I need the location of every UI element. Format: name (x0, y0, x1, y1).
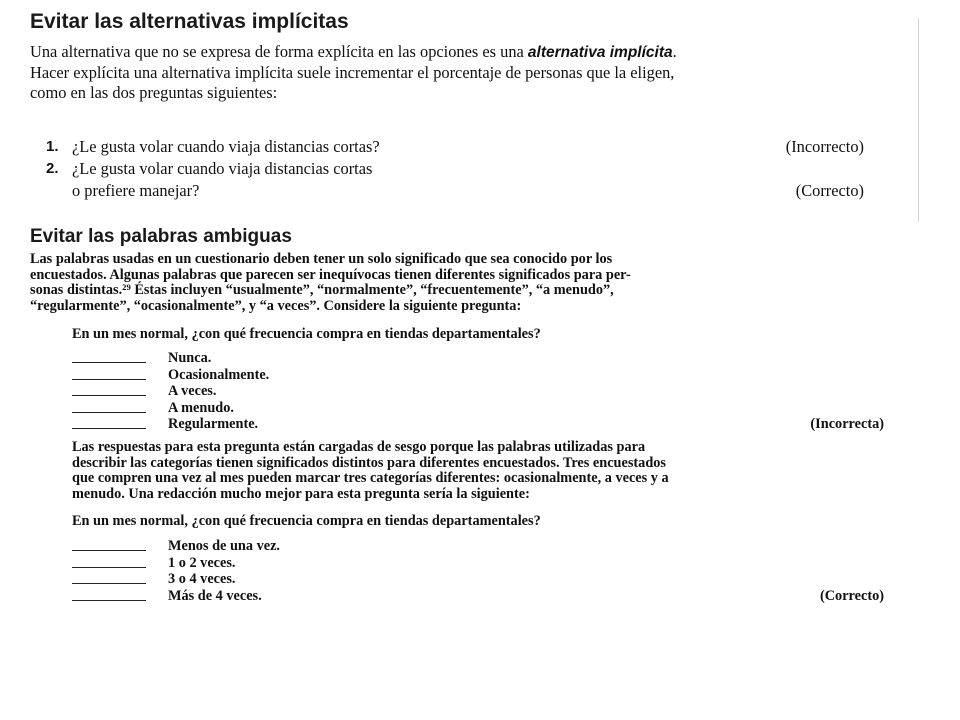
question-row-continued (46, 180, 866, 202)
answer-option (72, 538, 884, 555)
answer-option (72, 400, 884, 417)
paragraph-line: que compren una vez al mes pueden marcar tres categorías diferentes: ocasionalmente, a veces y a (72, 470, 669, 486)
answer-blank (72, 555, 146, 568)
answer-blank (72, 350, 146, 363)
section-title-ambiguous: Evitar las palabras ambiguas (30, 226, 292, 247)
paragraph-line: menudo. Una redacción mucho mejor para esta pregunta sería la siguiente: (72, 485, 530, 502)
term-emphasis: alternativa implícita (527, 44, 673, 61)
question-row (46, 136, 866, 158)
answer-option-text: Menos de una vez. (168, 538, 280, 554)
answer-option-text: Ocasionalmente. (168, 366, 270, 383)
answer-option (72, 367, 884, 384)
intro-line-1-text: Una alternativa que no se expresa de forma explícita en las opciones es una (30, 42, 528, 61)
question-number: 1. (46, 138, 59, 155)
answer-verdict: (Correcto) (819, 587, 884, 604)
answer-option-text: 3 o 4 veces. (168, 571, 236, 588)
page-edge-line (918, 18, 919, 222)
answer-option (72, 350, 884, 367)
answer-option-text: 1 o 2 veces. (168, 554, 236, 571)
question-number: 2. (46, 160, 59, 177)
paragraph-line: encuestados. Algunas palabras que parecen ser inequívocas tienen diferentes significados para per- (30, 266, 631, 283)
answer-option (72, 416, 884, 433)
question-text: ¿Le gusta volar cuando viaja distancias cortas (72, 159, 373, 178)
answer-option-text: Más de 4 veces. (168, 587, 262, 604)
answer-blank (72, 588, 146, 601)
intro-line-1 (30, 42, 888, 63)
answer-blank (72, 538, 146, 551)
question-verdict: (Incorrecto) (785, 137, 864, 156)
paragraph-line: “regularmente”, “ocasionalmente”, y “a veces”. Considere la siguiente pregunta: (30, 297, 522, 314)
answer-blank (72, 416, 146, 429)
intro-line-1-end: . (672, 42, 677, 61)
paragraph-line: sonas distintas.²⁹ Éstas incluyen “usualmente”, “normalmente”, “frecuentemente”, “a menudo”, (30, 282, 614, 298)
answer-blank (72, 383, 146, 396)
question-verdict: (Correcto) (795, 181, 864, 200)
answer-option-text: Nunca. (168, 350, 212, 366)
paragraph-line: Las respuestas para esta pregunta están cargadas de sesgo porque las palabras utilizadas para (72, 439, 646, 455)
answer-option (72, 588, 884, 605)
question-text: o prefiere manejar? (72, 181, 200, 200)
survey-question-1: En un mes normal, ¿con qué frecuencia compra en tiendas departamentales? (72, 326, 541, 342)
ambiguous-paragraph-1 (30, 252, 888, 314)
example-questions (46, 136, 866, 202)
answer-verdict: (Incorrecta) (810, 416, 884, 433)
answer-option (72, 571, 884, 588)
answer-option-text: A menudo. (168, 399, 234, 416)
section-title-implicit: Evitar las alternativas implícitas (30, 10, 349, 33)
answer-option (72, 383, 884, 400)
answer-option-text: Regularmente. (168, 416, 259, 433)
answer-blank (72, 367, 146, 380)
answer-blank (72, 571, 146, 584)
intro-line-2: Hacer explícita una alternativa implícita suele incrementar el porcentaje de personas que la eligen, (30, 63, 675, 82)
intro-line-3: como en las dos preguntas siguientes: (30, 83, 278, 102)
question-row (46, 158, 866, 180)
question-text: ¿Le gusta volar cuando viaja distancias cortas? (72, 137, 380, 156)
answer-blank (72, 400, 146, 413)
survey-question-2: En un mes normal, ¿con qué frecuencia compra en tiendas departamentales? (72, 513, 541, 529)
ambiguous-paragraph-2 (30, 440, 888, 502)
intro-paragraph (30, 42, 888, 103)
answer-options-1 (72, 350, 884, 433)
answer-option (72, 555, 884, 572)
answer-option-text: A veces. (168, 383, 217, 400)
paragraph-line: Las palabras usadas en un cuestionario deben tener un solo significado que sea conocido por los (30, 251, 613, 267)
paragraph-line: describir las categorías tienen significados distintos para diferentes encuestados. Tres encuestados (72, 454, 666, 471)
answer-options-2 (72, 538, 884, 604)
